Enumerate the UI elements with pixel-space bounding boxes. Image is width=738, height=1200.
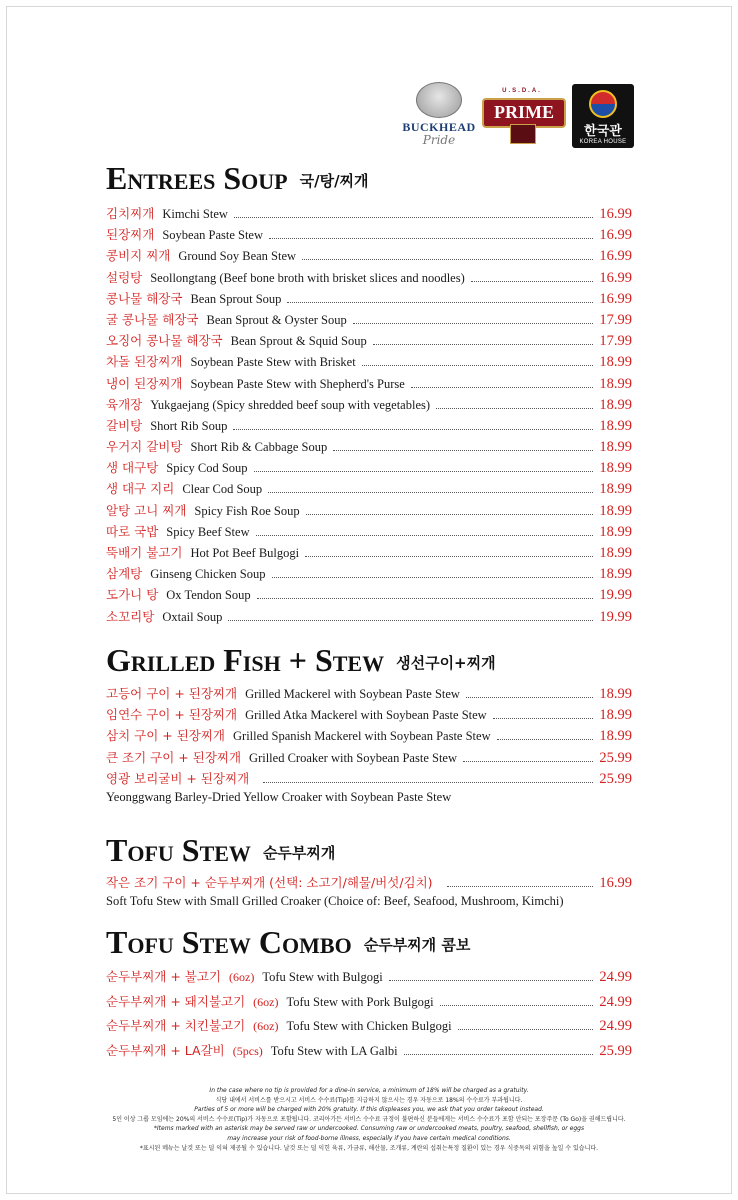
dot-leader <box>463 761 593 762</box>
menu-item <box>106 458 632 479</box>
item-korean-name: 굴 콩나물 해장국 <box>106 311 199 327</box>
item-price: 18.99 <box>599 439 632 456</box>
tofu-menu-list <box>106 873 632 912</box>
item-korean-name: 순두부찌개 + 돼지불고기 <box>106 993 246 1009</box>
item-english-name: Grilled Croaker with Soybean Paste Stew <box>249 750 457 765</box>
item-korean-name: 생 대구탕 <box>106 460 159 476</box>
menu-item <box>106 352 632 373</box>
korea-house-korean: 한국관 <box>584 124 622 139</box>
item-korean-name: 콩나물 해장국 <box>106 290 183 306</box>
menu-item <box>106 289 632 310</box>
item-price: 18.99 <box>599 502 632 519</box>
item-korean-name: 소꼬리탕 <box>106 608 155 624</box>
pride-script: Pride <box>422 133 456 147</box>
dot-leader <box>493 718 594 719</box>
dot-leader <box>305 556 593 557</box>
menu-item <box>106 374 632 395</box>
item-price: 18.99 <box>599 460 632 477</box>
item-korean-name: 큰 조기 구이 + 된장찌개 <box>106 749 242 765</box>
dot-leader <box>272 577 594 578</box>
dot-leader <box>234 217 593 218</box>
item-korean-name: 설렁탕 <box>106 269 143 285</box>
item-price: 16.99 <box>599 290 632 307</box>
item-price: 18.99 <box>599 707 632 724</box>
item-price: 18.99 <box>599 375 632 392</box>
menu-item <box>106 705 632 726</box>
item-price: 18.99 <box>599 396 632 413</box>
item-price: 18.99 <box>599 417 632 434</box>
item-korean-name: 육개장 <box>106 396 143 412</box>
beef-emblem-icon <box>510 124 536 144</box>
dot-leader <box>269 238 593 239</box>
prime-label: PRIME <box>482 98 566 128</box>
item-korean-name: 콩비지 찌개 <box>106 248 171 264</box>
item-korean-name: 도가니 탕 <box>106 587 159 603</box>
dot-leader <box>436 408 593 409</box>
footnote-line: Parties of 5 or more will be charged with 20% gratuity. If this displeases you, we ask that you order takeout instead. <box>194 1106 544 1114</box>
item-korean-name: 따로 국밥 <box>106 523 159 539</box>
item-english-name: Ginseng Chicken Soup <box>150 567 266 582</box>
buckhead-word: BUCKHEAD <box>402 120 476 134</box>
item-price: 16.99 <box>599 248 632 265</box>
footnotes <box>60 1086 678 1153</box>
item-english-name: Ox Tendon Soup <box>166 588 251 603</box>
menu-item <box>106 1016 632 1041</box>
item-english-name: Tofu Stew with Bulgogi <box>262 970 383 984</box>
item-portion: (6oz) <box>253 1019 279 1033</box>
menu-item <box>106 607 632 628</box>
item-english-name: Soft Tofu Stew with Small Grilled Croaker (Choice of: Beef, Seafood, Mushroom, Kimchi) <box>106 894 564 909</box>
item-price: 16.99 <box>599 875 632 891</box>
item-english-name: Tofu Stew with Pork Bulgogi <box>286 994 434 1009</box>
menu-item <box>106 310 632 331</box>
menu-item <box>106 437 632 458</box>
item-korean-name: 작은 조기 구이 + 순두부찌개 (선택: 소고기/해물/버섯/김치) <box>106 875 433 890</box>
item-english-name: Hot Pot Beef Bulgogi <box>190 546 300 560</box>
footnote-line: *표시된 메뉴는 날것 또는 덜 익혀 제공될 수 있습니다. 날것 또는 덜 익힌 육류, 가금류, 해산물, 조개류, 계란의 섭취는특정 질환이 있는 경우 식중독의 위험을 높일 수 있습니다. <box>139 1144 599 1152</box>
section-title-korean: 순두부찌개 콤보 <box>363 936 471 954</box>
item-price: 25.99 <box>599 1042 632 1059</box>
dot-leader <box>268 492 593 493</box>
item-portion: (6oz) <box>229 970 255 984</box>
menu-item <box>106 1041 632 1066</box>
item-korean-name: 된장찌개 <box>106 227 155 243</box>
footnote-line: 5인 이상 그룹 모임에는 20%의 서비스 수수료(Tip)가 자동으로 포함됩니다. 코리아가든 서비스 수수료 규정이 불편하신 분들에게는 서비스 수수료가 포함 안되는 포장주문 (To Go)을 권해드립니다. <box>112 1115 626 1123</box>
dot-leader <box>497 739 594 740</box>
item-english-name: Seollongtang (Beef bone broth with brisket slices and noodles) <box>150 270 465 285</box>
dot-leader <box>389 980 594 981</box>
dot-leader <box>411 387 594 388</box>
menu-item <box>106 684 632 705</box>
item-english-name: Tofu Stew with Chicken Bulgogi <box>286 1019 452 1033</box>
dot-leader <box>256 535 594 536</box>
dot-leader <box>333 450 593 451</box>
buckhead-pride-logo <box>400 82 478 154</box>
item-english-name: Clear Cod Soup <box>182 482 263 497</box>
dot-leader <box>302 259 593 260</box>
menu-item <box>106 204 632 225</box>
item-price: 17.99 <box>599 333 632 350</box>
item-english-name: Ground Soy Bean Stew <box>178 249 297 264</box>
dot-leader <box>471 281 594 282</box>
item-price: 16.99 <box>599 227 632 244</box>
item-english-name: Bean Sprout & Oyster Soup <box>206 312 347 327</box>
item-english-name: Spicy Cod Soup <box>166 461 248 476</box>
item-korean-name: 삼계탕 <box>106 566 143 582</box>
item-english-name: Oxtail Soup <box>162 609 223 624</box>
dot-leader <box>233 429 593 430</box>
menu-item <box>106 395 632 416</box>
item-price: 25.99 <box>599 770 632 787</box>
dot-leader <box>440 1005 594 1006</box>
section-title-korean: 생선구이+찌개 <box>396 654 496 672</box>
menu-item <box>106 416 632 437</box>
menu-item <box>106 268 632 289</box>
menu-item <box>106 479 632 500</box>
item-price: 18.99 <box>599 545 632 561</box>
soup-menu-list <box>106 204 632 628</box>
section-title-tofu <box>106 832 335 869</box>
dot-leader <box>257 598 594 599</box>
menu-item <box>106 331 632 352</box>
item-korean-name: 순두부찌개 + 불고기 <box>106 969 222 984</box>
logo-group <box>400 82 640 154</box>
dot-leader <box>458 1029 594 1030</box>
item-english-name: Soybean Paste Stew with Shepherd's Purse <box>190 376 405 391</box>
item-english-name: Soybean Paste Stew <box>162 228 263 243</box>
menu-item <box>106 748 632 769</box>
menu-item <box>106 246 632 267</box>
dot-leader <box>404 1054 594 1055</box>
section-title-korean: 순두부찌개 <box>262 844 336 862</box>
item-price: 17.99 <box>599 311 632 328</box>
item-price: 24.99 <box>599 969 632 985</box>
menu-item <box>106 769 632 790</box>
dot-leader <box>306 514 594 515</box>
section-title-text: Grilled Fish + Stew <box>106 642 385 678</box>
item-korean-name: 순두부찌개 + 치킨불고기 <box>106 1018 246 1033</box>
dot-leader <box>373 344 594 345</box>
item-english-name: Bean Sprout & Squid Soup <box>230 334 367 349</box>
item-price: 18.99 <box>599 481 632 498</box>
dot-leader <box>287 302 593 303</box>
item-price: 18.99 <box>599 566 632 583</box>
item-english-name: Spicy Beef Stew <box>166 524 250 539</box>
section-title-korean: 국/탕/찌개 <box>299 172 369 190</box>
fish-items <box>106 684 632 769</box>
item-korean-name: 순두부찌개 + LA갈비 <box>106 1042 225 1058</box>
item-korean-name: 차돌 된장찌개 <box>106 354 183 370</box>
item-english-name: Tofu Stew with LA Galbi <box>270 1043 398 1058</box>
footnote-line: In the case where no tip is provided for a dine-in service, a minimum of 18% will be charged as a gratuity. <box>209 1087 529 1094</box>
item-english-name: Yukgaejang (Spicy shredded beef soup with vegetables) <box>150 397 431 412</box>
item-price: 24.99 <box>599 1018 632 1034</box>
section-title-text: Entrees Soup <box>106 160 288 196</box>
footnote-line: *Items marked with an asterisk may be served raw or undercooked. Consuming raw or undercooked meats, poultry, seafood, shellfish, or eggs <box>153 1125 585 1133</box>
item-price: 19.99 <box>599 587 632 604</box>
item-korean-name: 김치찌개 <box>106 206 155 221</box>
item-english-name: Grilled Atka Mackerel with Soybean Paste Stew <box>245 708 487 723</box>
footnote-line: may increase your risk of food-borne illness, especially if you have certain medical conditions. <box>227 1134 511 1142</box>
menu-item <box>106 501 632 522</box>
taeguk-icon <box>589 90 617 118</box>
item-price: 16.99 <box>599 206 632 222</box>
item-price: 18.99 <box>599 686 632 702</box>
item-korean-name: 오징어 콩나물 해장국 <box>106 333 223 349</box>
menu-item <box>106 225 632 246</box>
section-title-combo <box>106 924 470 961</box>
item-english-name: Grilled Spanish Mackerel with Soybean Paste Stew <box>233 729 491 744</box>
menu-item <box>106 522 632 543</box>
dot-leader <box>353 323 594 324</box>
dot-leader <box>254 471 594 472</box>
menu-item <box>106 967 632 992</box>
korea-house-english: KOREA HOUSE <box>579 139 627 145</box>
item-english-name: Short Rib & Cabbage Soup <box>190 440 328 455</box>
fish-menu-list <box>106 684 632 808</box>
item-korean-name: 알탕 고니 찌개 <box>106 502 187 518</box>
korea-house-logo <box>572 84 634 148</box>
dot-leader <box>228 620 593 621</box>
item-english-name: Short Rib Soup <box>150 418 228 433</box>
item-korean-name: 갈비탕 <box>106 417 143 433</box>
combo-menu-list <box>106 967 632 1065</box>
section-title-text: Tofu Stew Combo <box>106 924 352 960</box>
item-price: 18.99 <box>599 728 632 745</box>
menu-item <box>106 726 632 747</box>
usda-label: U.S.D.A. <box>502 88 542 94</box>
item-price: 19.99 <box>599 608 632 625</box>
item-english-name: Kimchi Stew <box>162 207 228 221</box>
item-korean-name: 우거지 갈비탕 <box>106 439 183 455</box>
dot-leader <box>362 365 594 366</box>
menu-item <box>106 873 632 894</box>
item-price: 24.99 <box>599 993 632 1010</box>
menu-item <box>106 585 632 606</box>
item-korean-name: 생 대구 지리 <box>106 481 175 497</box>
item-price: 18.99 <box>599 354 632 371</box>
footnote-line: 식당 내에서 서비스를 받으시고 서비스 수수료(Tip)를 지급하지 않으시는 경우 자동으로 18%의 수수료가 부과됩니다. <box>215 1096 523 1104</box>
dot-leader <box>447 886 594 887</box>
usda-prime-logo <box>482 88 562 144</box>
item-korean-name: 영광 보리굴비 + 된장찌개 <box>106 770 250 786</box>
menu-item <box>106 992 632 1017</box>
item-portion: (6oz) <box>253 994 279 1009</box>
item-english-name: Bean Sprout Soup <box>190 291 282 306</box>
section-title-text: Tofu Stew <box>106 832 251 868</box>
item-portion: (5pcs) <box>232 1043 263 1058</box>
item-korean-name: 삼치 구이 + 된장찌개 <box>106 728 225 744</box>
dot-leader <box>263 782 593 783</box>
item-korean-name: 고등어 구이 + 된장찌개 <box>106 686 238 701</box>
item-price: 16.99 <box>599 269 632 286</box>
item-korean-name: 임연수 구이 + 된장찌개 <box>106 707 238 723</box>
section-title-fish <box>106 642 496 679</box>
menu-item <box>106 564 632 585</box>
item-english-name: Grilled Mackerel with Soybean Paste Stew <box>245 687 460 701</box>
item-english-name: Soybean Paste Stew with Brisket <box>190 355 356 370</box>
item-price: 25.99 <box>599 749 632 766</box>
item-english-name: Yeonggwang Barley-Dried Yellow Croaker with Soybean Paste Stew <box>106 789 452 804</box>
item-korean-name: 뚝배기 불고기 <box>106 545 183 560</box>
item-english-name: Spicy Fish Roe Soup <box>194 503 300 518</box>
chef-badge-icon <box>416 82 462 118</box>
dot-leader <box>466 697 593 698</box>
item-price: 18.99 <box>599 523 632 540</box>
section-title-soup <box>106 160 369 197</box>
menu-item <box>106 543 632 564</box>
item-korean-name: 냉이 된장찌개 <box>106 375 183 391</box>
